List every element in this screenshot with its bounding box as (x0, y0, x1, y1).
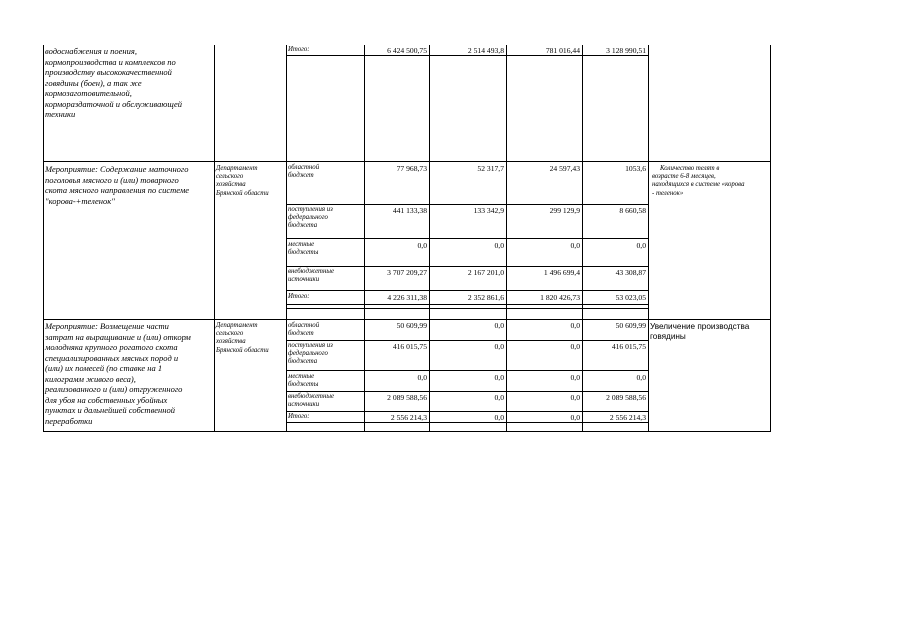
grid-vline (43, 45, 44, 432)
value-total: 0,0 (417, 373, 427, 382)
grid-hline (286, 391, 648, 392)
source-label: местные бюджеты (288, 241, 319, 257)
grid-hline (286, 55, 648, 56)
value-total: 77 968,73 (396, 164, 427, 173)
value-year1: 0,0 (494, 393, 504, 402)
value-year1: 133 342,9 (473, 206, 504, 215)
value-total: 50 609,99 (396, 321, 427, 330)
grid-hline (286, 266, 648, 267)
value-year3: 0,0 (636, 241, 646, 250)
value-year3: 2 089 588,56 (606, 393, 646, 402)
source-label: поступления из федерального бюджета (288, 206, 333, 230)
value-total: 4 226 311,38 (387, 293, 427, 302)
value-year3: 2 556 214,3 (609, 413, 646, 422)
grid-hline (286, 422, 648, 423)
source-label: внебюджетные источники (288, 393, 334, 409)
value-year3: 50 609,99 (615, 321, 646, 330)
value-year1: 2 167 201,0 (467, 268, 504, 277)
value-year3: 8 660,58 (619, 206, 646, 215)
value-year1: 0,0 (494, 413, 504, 422)
value-year2: 0,0 (570, 342, 580, 351)
grid-hline (286, 204, 648, 205)
measure-name: Мероприятие: Содержание маточного поголовья мясного и (или) товарного скота мясного направления по системе "корова-+теленок" (45, 164, 190, 206)
grid-hline (286, 308, 648, 309)
grid-vline (770, 45, 771, 432)
value-year2: 781 016,44 (545, 46, 580, 55)
value-year2: 0,0 (570, 413, 580, 422)
grid-hline (286, 238, 648, 239)
value-year3: 43 308,87 (615, 268, 646, 277)
value-year3: 416 015,75 (611, 342, 646, 351)
executor-cell: Департамент сельского хозяйства Брянской области (216, 165, 269, 197)
grid-hline (286, 290, 648, 291)
grid-vline (648, 45, 649, 432)
value-total: 2 556 214,3 (390, 413, 427, 422)
source-label: Итого: (288, 413, 310, 420)
grid-hline (43, 161, 770, 162)
value-total: 0,0 (417, 241, 427, 250)
indicator-cell: Количество телят в возрасте 6-8 месяцев, находящихся в системе «корова - теленок» (652, 165, 745, 197)
value-year1: 0,0 (494, 321, 504, 330)
value-year2: 0,0 (570, 321, 580, 330)
value-year2: 0,0 (570, 241, 580, 250)
value-total: 441 133,38 (392, 206, 427, 215)
value-year2: 0,0 (570, 373, 580, 382)
value-year1: 0,0 (494, 373, 504, 382)
grid-hline (43, 319, 770, 320)
value-total: 3 707 209,27 (387, 268, 427, 277)
value-year3: 3 128 990,51 (606, 46, 646, 55)
value-year1: 0,0 (494, 241, 504, 250)
value-year1: 2 514 493,8 (467, 46, 504, 55)
measure-name: Мероприятие: Возмещение части затрат на выращивание и (или) откорм молодняка крупного рогатого скота специализированных мясных пород и (или) их помесей (по ставке на 1 килограмм живого веса), реализованного и (или) отгруженного для убоя на собственных убойных пунктах и дальнейшей собственной переработки (45, 321, 191, 426)
executor-cell: Департамент сельского хозяйства Брянской области (216, 322, 269, 354)
value-year2: 0,0 (570, 393, 580, 402)
value-year2: 24 597,43 (549, 164, 580, 173)
source-label: местные бюджеты (288, 373, 319, 389)
source-label: поступления из федерального бюджета (288, 342, 333, 366)
grid-hline (43, 431, 771, 432)
value-year3: 53 023,05 (615, 293, 646, 302)
value-year3: 0,0 (636, 373, 646, 382)
value-total: 6 424 500,75 (387, 46, 427, 55)
value-year1: 52 317,7 (477, 164, 504, 173)
value-year2: 1 496 699,4 (543, 268, 580, 277)
value-year2: 299 129,9 (549, 206, 580, 215)
source-label: внебюджетные источники (288, 268, 334, 284)
source-label: Итого: (288, 46, 310, 53)
grid-hline (286, 340, 648, 341)
value-year1: 2 352 861,6 (467, 293, 504, 302)
grid-hline (286, 370, 648, 371)
grid-hline (286, 304, 648, 305)
source-label: областной бюджет (288, 322, 320, 338)
value-year3: 1053,6 (625, 164, 646, 173)
source-label: областной бюджет (288, 164, 320, 180)
value-year1: 0,0 (494, 342, 504, 351)
value-year2: 1 820 426,73 (540, 293, 580, 302)
source-label: Итого: (288, 293, 310, 300)
value-total: 416 015,75 (392, 342, 427, 351)
measure-name: водоснабжения и поения, кормопроизводства и комплексов по производству высококачественной говядины (боен), а так же кормозаготовительной, кормораздаточной и обслуживающей техники (45, 46, 183, 119)
value-total: 2 089 588,56 (387, 393, 427, 402)
grid-hline (286, 411, 648, 412)
indicator-cell: Увеличение производства говядины (650, 322, 750, 341)
